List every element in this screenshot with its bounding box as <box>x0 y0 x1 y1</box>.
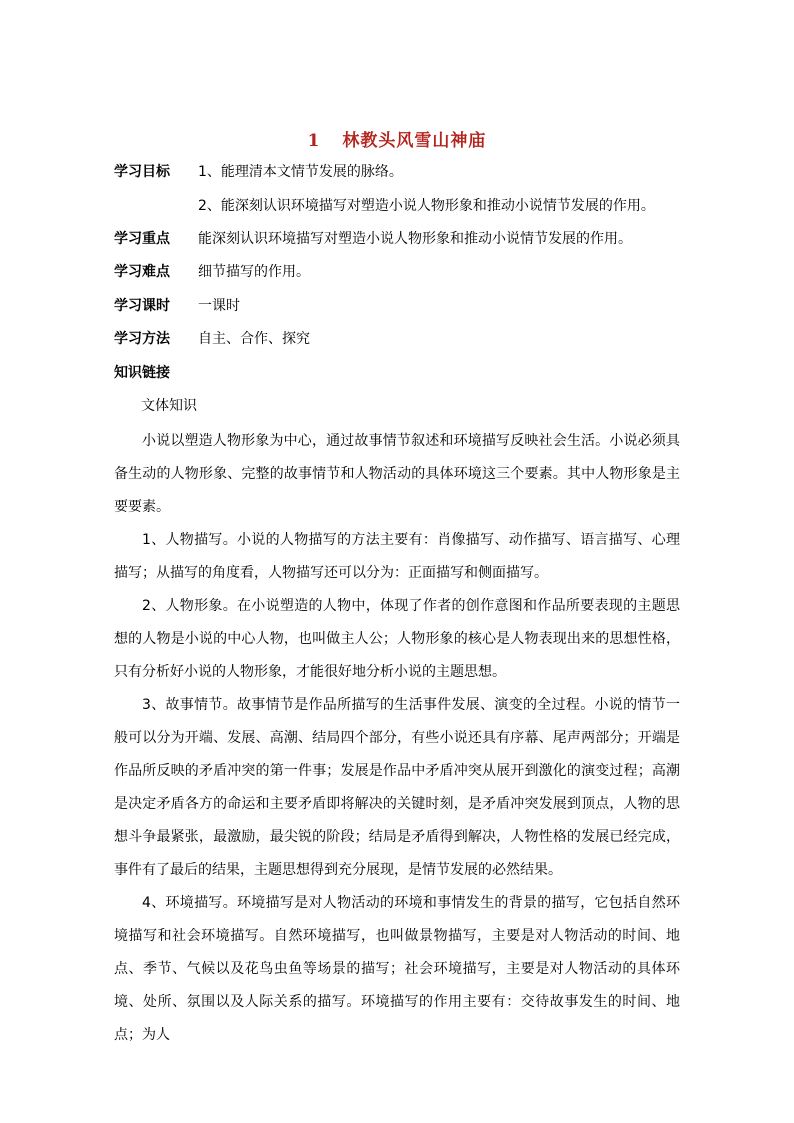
learning-difficulty-row <box>114 262 310 282</box>
learning-focus-row <box>114 229 632 249</box>
learning-goal-item-1: 1、能理清本文情节发展的脉络。 <box>198 164 403 180</box>
learning-method-label: 学习方法 <box>114 331 170 347</box>
paragraph: 3、故事情节。故事情节是作品所描写的生活事件发展、演变的全过程。小说的情节一般可以分为开端、发展、高潮、结局四个部分，有些小说还具有序幕、尾声两部分；开端是作品所反映的矛盾冲突的第一件事；发展是作品中矛盾冲突从展开到激化的演变过程；高潮是决定矛盾各方的命运和主要矛盾即将解决的关键时刻，是矛盾冲突发展到顶点，人物的思想斗争最紧张，最激励，最尖锐的阶段；结局是矛盾得到解决，人物性格的发展已经完成，事件有了最后的结果，主题思想得到充分展现，是情节发展的必然结果。 <box>114 697 680 878</box>
learning-difficulty-label: 学习难点 <box>114 264 170 280</box>
learning-goal-row <box>114 162 403 182</box>
lesson-title-text: 林教头风雪山神庙 <box>342 131 487 151</box>
learning-hours-label: 学习课时 <box>114 298 170 314</box>
learning-method-value: 自主、合作、探究 <box>198 331 310 347</box>
knowledge-subheading: 文体知识 <box>141 398 197 414</box>
paragraph: 4、环境描写。环境描写是对人物活动的环境和事情发生的背景的描写，它包括自然环境描写和社会环境描写。自然环境描写，也叫做景物描写，主要是对人物活动的时间、地点、季节、气候以及花鸟虫鱼等场景的描写；社会环境描写，主要是对人物活动的具体环境、处所、氛围以及人际关系的描写。环境描写的作用主要有：交待故事发生的时间、地点；为人 <box>114 895 680 1043</box>
lesson-number: 1 <box>307 131 321 151</box>
learning-hours-value: 一课时 <box>198 298 240 314</box>
learning-hours-row <box>114 296 240 316</box>
learning-method-row <box>114 329 310 349</box>
learning-goal-item-2: 2、能深刻认识环境描写对塑造小说人物形象和推动小说情节发展的作用。 <box>198 198 655 214</box>
paragraph: 1、人物描写。小说的人物描写的方法主要有：肖像描写、动作描写、语言描写、心理描写；从描写的角度看，人物描写还可以分为：正面描写和侧面描写。 <box>114 532 680 581</box>
learning-focus-value: 能深刻认识环境描写对塑造小说人物形象和推动小说情节发展的作用。 <box>198 231 632 247</box>
paragraph: 小说以塑造人物形象为中心，通过故事情节叙述和环境描写反映社会生活。小说必须具备生动的人物形象、完整的故事情节和人物活动的具体环境这三个要素。其中人物形象是主要要素。 <box>114 433 680 515</box>
paragraph: 2、人物形象。在小说塑造的人物中，体现了作者的创作意图和作品所要表现的主题思想的人物是小说的中心人物，也叫做主人公；人物形象的核心是人物表现出来的思想性格，只有分析好小说的人物形象，才能很好地分析小说的主题思想。 <box>114 598 680 680</box>
learning-goal-label: 学习目标 <box>114 164 170 180</box>
knowledge-heading: 知识链接 <box>114 365 170 381</box>
learning-difficulty-value: 细节描写的作用。 <box>198 264 310 280</box>
lesson-title <box>0 126 794 151</box>
learning-focus-label: 学习重点 <box>114 231 170 247</box>
knowledge-body <box>114 425 680 1052</box>
